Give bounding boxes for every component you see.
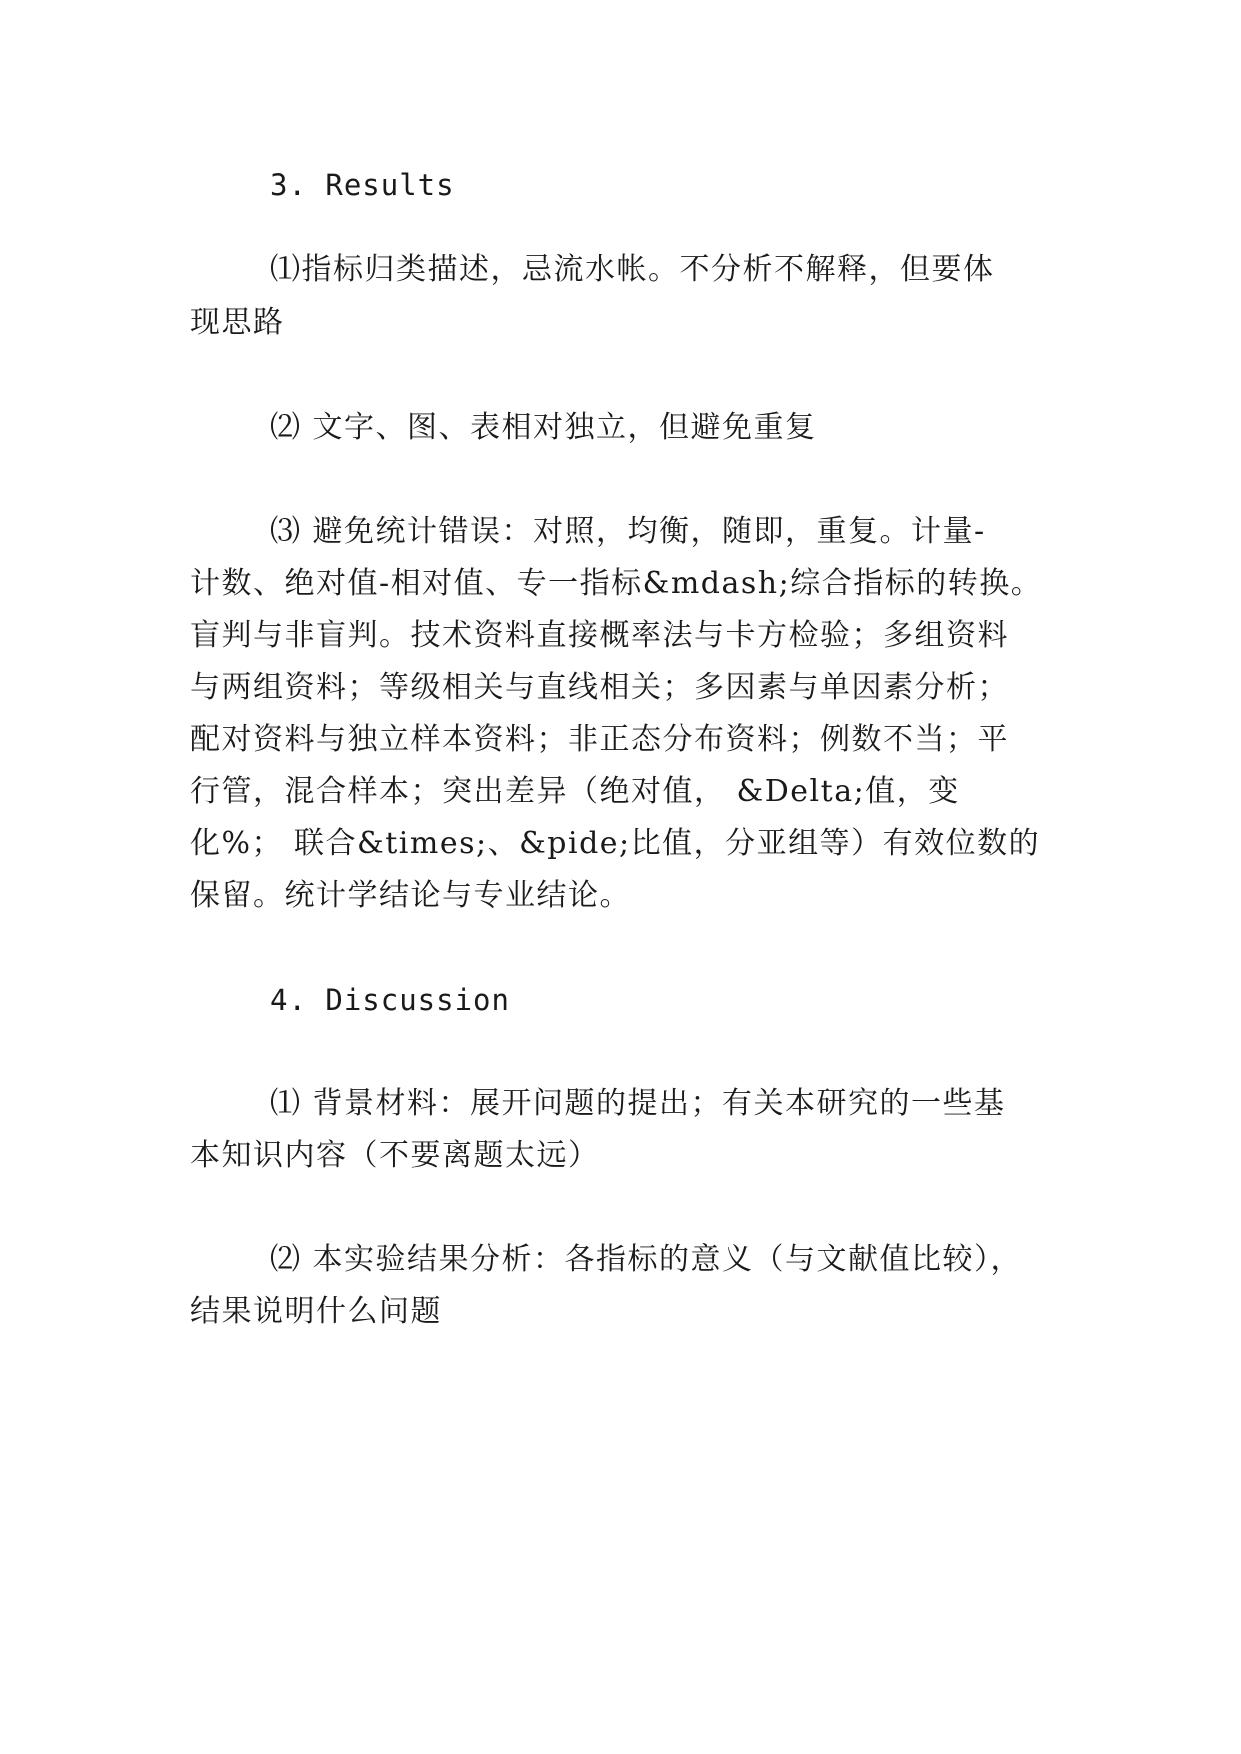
- section-heading-results: 3. Results: [270, 168, 455, 202]
- section-heading-discussion: 4. Discussion: [270, 983, 510, 1017]
- paragraph-line: 计数、绝对值-相对值、专一指标&mdash;综合指标的转换。: [190, 566, 1043, 601]
- paragraph-line: ⑶ 避免统计错误：对照，均衡，随即，重复。计量-: [270, 514, 986, 549]
- paragraph-line: 保留。统计学结论与专业结论。: [190, 878, 631, 913]
- paragraph-line: 化%； 联合&times;、&pide;比值，分亚组等）有效位数的: [190, 826, 1041, 861]
- paragraph-line: ⑵ 本实验结果分析：各指标的意义（与文献值比较），: [270, 1242, 1023, 1277]
- paragraph-line: 现思路: [190, 305, 285, 340]
- paragraph-line: 配对资料与独立样本资料；非正态分布资料；例数不当；平: [190, 722, 1009, 757]
- paragraph-line: 结果说明什么问题: [190, 1294, 442, 1329]
- paragraph-line: 盲判与非盲判。技术资料直接概率法与卡方检验；多组资料: [190, 618, 1009, 653]
- paragraph-line: ⑴指标归类描述，忌流水帐。不分析不解释，但要体: [270, 252, 995, 287]
- paragraph-line: 本知识内容（不要离题太远）: [190, 1138, 600, 1173]
- paragraph-line: 行管，混合样本；突出差异（绝对值， &Delta;值，变: [190, 774, 960, 809]
- paragraph-line: ⑴ 背景材料：展开问题的提出；有关本研究的一些基: [270, 1086, 1006, 1121]
- paragraph-line: 与两组资料；等级相关与直线相关；多因素与单因素分析；: [190, 670, 1009, 705]
- paragraph-line: ⑵ 文字、图、表相对独立，但避免重复: [270, 410, 817, 445]
